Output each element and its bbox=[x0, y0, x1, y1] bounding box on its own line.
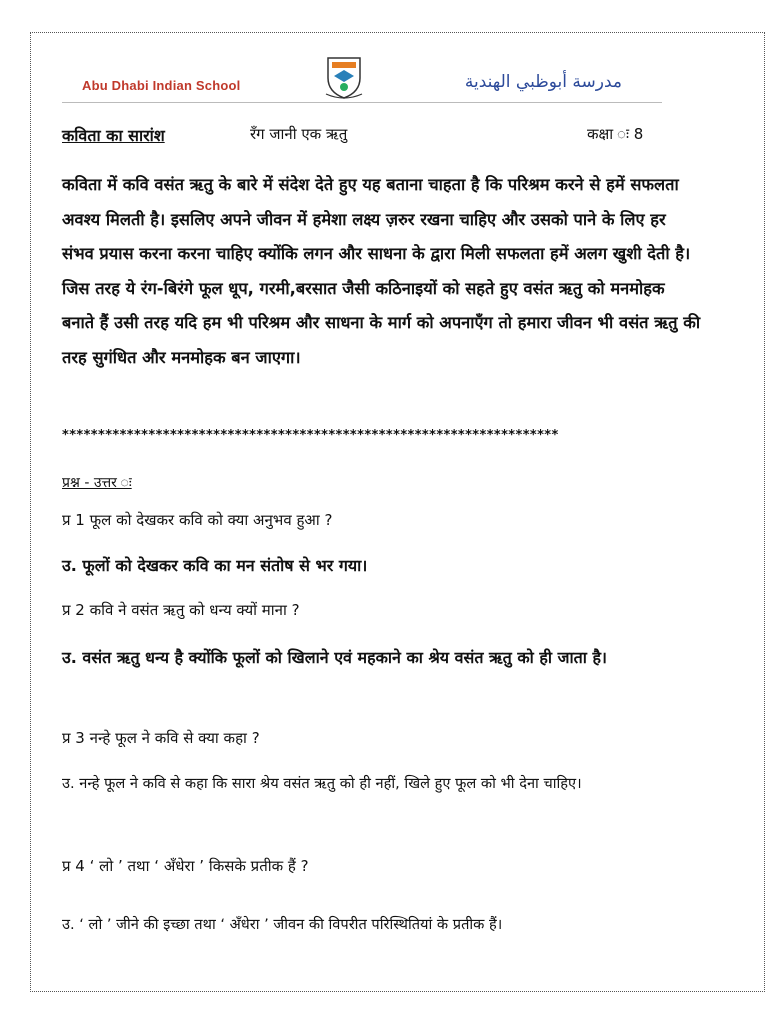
question-1: प्र 1 फूल को देखकर कवि को क्या अनुभव हुआ ? bbox=[62, 511, 333, 529]
title-row bbox=[62, 124, 662, 150]
answer-3: उ. नन्हे फूल ने कवि से कहा कि सारा श्रेय वसंत ऋतु को ही नहीं, खिले हुए फूल को भी देना चाहिए। bbox=[62, 775, 582, 792]
page-title: कविता का सारांश bbox=[62, 126, 165, 145]
separator-line: ********************************************************************* bbox=[62, 428, 559, 443]
class-label: कक्षा ः 8 bbox=[587, 125, 644, 143]
qa-heading: प्रश्न - उत्तर ः bbox=[62, 475, 132, 491]
question-2: प्र 2 कवि ने वसंत ऋतु को धन्य क्यों माना ? bbox=[62, 601, 300, 619]
school-header bbox=[62, 50, 662, 103]
question-3: प्र 3 नन्हे फूल ने कवि से क्या कहा ? bbox=[62, 729, 260, 747]
school-crest-icon bbox=[324, 54, 364, 100]
school-name-english: Abu Dhabi Indian School bbox=[82, 78, 241, 93]
poem-title: रँग जानी एक ऋतु bbox=[250, 125, 348, 143]
answer-4: उ. ‘ लो ’ जीने की इच्छा तथा ‘ अँधेरा ’ जीवन की विपरीत परिस्थितियां के प्रतीक हैं। bbox=[62, 916, 503, 933]
answer-1: उ. फूलों को देखकर कवि का मन संतोष से भर गया। bbox=[62, 556, 368, 575]
school-name-arabic: مدرسة أبوظبي الهندية bbox=[464, 72, 622, 92]
answer-2: उ. वसंत ऋतु धन्य है क्योंकि फूलों को खिलाने एवं महकाने का श्रेय वसंत ऋतु को ही जाता है। bbox=[62, 648, 608, 667]
summary-paragraph: कविता में कवि वसंत ऋतु के बारे में संदेश देते हुए यह बताना चाहता है कि परिश्रम करने से हमें सफलता अवश्य मिलती है। इसलिए अपने जीवन में हमेशा लक्ष्य ज़रुर रखना चाहिए और उसको पाने के लिए हर संभव प्रयास करना करना चाहिए क्योंकि लगन और साधना के द्वारा मिली सफलता हमें अलग खुशी देती है। जिस तरह ये रंग-बिरंगे फूल धूप, गरमी,बरसात जैसी कठिनाइयों को सहते हुए वसंत ऋतु को मनमोहक बनाते हैं उसी तरह यदि हम भी परिश्रम और साधना के मार्ग को अपनाएँग तो हमारा जीवन भी वसंत ऋतु की तरह सुगंधित और मनमोहक बन जाएगा। bbox=[62, 175, 701, 367]
question-4: प्र 4 ‘ लो ’ तथा ‘ अँधेरा ’ किसके प्रतीक हैं ? bbox=[62, 857, 309, 875]
